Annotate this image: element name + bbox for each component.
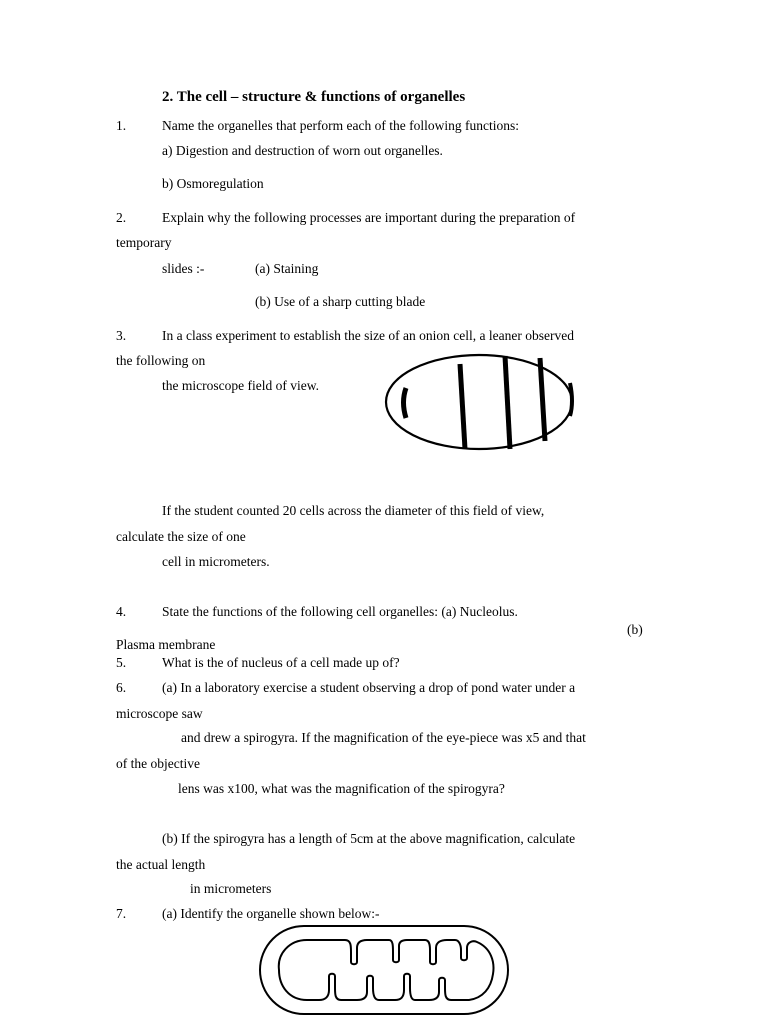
q2-number: 2. <box>116 210 127 225</box>
q4-line2: Plasma membrane <box>116 637 216 652</box>
q1-part-b: b) Osmoregulation <box>162 176 264 191</box>
q2-slides-label: slides :- <box>162 261 205 276</box>
q4-part-b-label: (b) <box>627 622 643 637</box>
q7-number: 7. <box>116 906 127 921</box>
q6-line2: microscope saw <box>116 706 203 721</box>
q3-line6: cell in micrometers. <box>162 554 270 569</box>
q2-line2: temporary <box>116 235 172 250</box>
q3-line4: If the student counted 20 cells across the diameter of this field of view, <box>162 503 545 518</box>
onion-cell-field-diagram <box>372 350 640 465</box>
q4-number: 4. <box>116 604 127 619</box>
q6-line3: and drew a spirogyra. If the magnification of the eye-piece was x5 and that <box>181 730 586 745</box>
q5-text: What is the of nucleus of a cell made up of? <box>162 655 400 670</box>
q6-line5: lens was x100, what was the magnification of the spirogyra? <box>178 781 505 796</box>
mitochondrion-diagram <box>255 918 515 1024</box>
q6-part-b-line1: (b) If the spirogyra has a length of 5cm at the above magnification, calculate <box>162 831 576 846</box>
q1-number: 1. <box>116 118 127 133</box>
q1-text: Name the organelles that perform each of the following functions: <box>162 118 520 133</box>
q3-line3: the microscope field of view. <box>162 378 319 393</box>
q3-line1: In a class experiment to establish the size of an onion cell, a leaner observed <box>162 328 574 343</box>
q3-line5: calculate the size of one <box>116 529 246 544</box>
q6-part-b-line3: in micrometers <box>190 881 272 896</box>
q3-number: 3. <box>116 328 127 343</box>
q2-line1: Explain why the following processes are important during the preparation of <box>162 210 576 225</box>
q6-line4: of the objective <box>116 756 200 771</box>
inner-membrane-cristae <box>279 940 494 1000</box>
q3-line2: the following on <box>116 353 206 368</box>
q2-part-b: (b) Use of a sharp cutting blade <box>255 294 426 309</box>
q1-part-a: a) Digestion and destruction of worn out organelles. <box>162 143 443 158</box>
q2-part-a: (a) Staining <box>255 261 319 276</box>
cell-wall-line <box>460 364 465 449</box>
q6-part-b-line2: the actual length <box>116 857 206 872</box>
cell-wall-line <box>540 358 545 441</box>
page-title: 2. The cell – structure & functions of organelles <box>162 89 466 105</box>
q6-line1: (a) In a laboratory exercise a student observing a drop of pond water under a <box>162 680 576 695</box>
q5-number: 5. <box>116 655 127 670</box>
cell-wall-line <box>505 356 510 449</box>
q6-number: 6. <box>116 680 127 695</box>
q7-text: (a) Identify the organelle shown below:- <box>162 906 380 921</box>
cell-wall-edge-right <box>570 383 572 416</box>
q4-line1: State the functions of the following cell organelles: (a) Nucleolus. <box>162 604 518 619</box>
cell-wall-edge-left <box>404 388 407 418</box>
